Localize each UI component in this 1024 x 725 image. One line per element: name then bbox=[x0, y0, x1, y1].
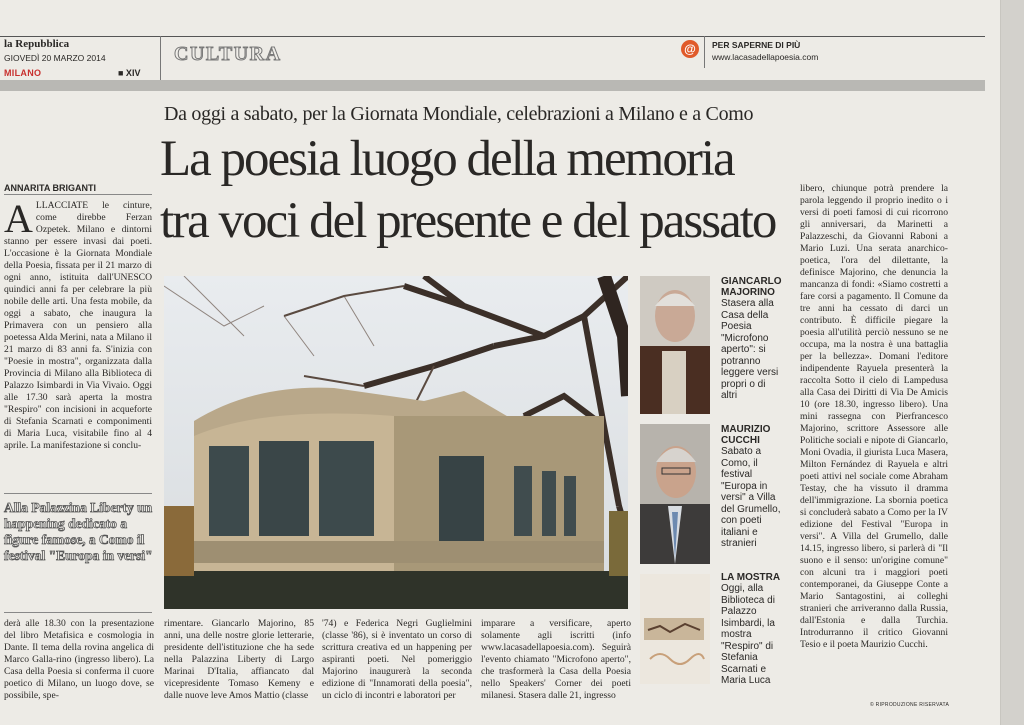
cucchi-portrait bbox=[640, 424, 710, 564]
article-lead-text: LLACCIATE le cinture, come direbbe Ferzan Ozpetek. Milano e dintorni stanno per essere invasi dai poeti. L'occasione è la Giornata Mondiale della Poesia, fissata per il 21 marzo di ogni anno, istituita dall'UNESCO quindici anni fa per celebrare la più nobile delle arti. Una festa mobile, da oggi a sabato, che inaugura la Primavera con un pensiero alla poetessa Alda Merini, nata a Milano il 21 marzo di 83 anni fa. S'inizia con "Poesie in mostra", organizzata dalla Provincia di Milano alla Biblioteca di Palazzo Isimbardi in Via Vivaio. Oggi alle 17.30 sarà aperta la mostra "Respiro" con incisioni in acqueforte di Stefania Scarnati e componimenti di Maria Luca, visitabile fino al 4 aprile. La manifestazione si conclu- bbox=[4, 200, 152, 451]
villa-photo bbox=[164, 276, 628, 609]
caption-cucchi bbox=[721, 424, 783, 550]
pull-quote-rule-top bbox=[4, 493, 152, 494]
caption-body: Sabato a Como, il festival "Europa in versi" a Villa del Grumello, con poeti italiani e stranieri bbox=[721, 446, 781, 549]
byline-rule bbox=[4, 194, 152, 195]
newspaper-brand: la Repubblica bbox=[4, 38, 70, 50]
info-divider bbox=[704, 36, 705, 68]
caption-majorino bbox=[721, 276, 783, 402]
article-right-column: libero, chiunque potrà prendere la parola leggendo il proprio inedito o i versi di poeti famosi di cui ricorrono gli anniversari, da Marinetti a Palazzeschi, da Giovanni Raboni a Mario Luzi. Una serata anarchico-poetica, l'ora del dilettante, la definisce Majorino, che denuncia la mancanza di fondi: «Siamo costretti a fare corsi a pagamento. Il Comune da tre anni ha cessato di darci un contributo. È difficile piegare la poesia all'utilità perciò nessuno se ne occupa, ma la nostra è una battaglia per la bellezza». Domani l'editore indipendente Rayuela presenterà la raccolta Sotto il cielo di Lampedusa alla Casa dei Diritti di Via De Amicis 10 (ore 18.30, ingresso libero). Una mini rassegna con Pierfrancesco Majorino, scrittore Assessore alle Politiche sociali e nipote di Giancarlo, Moni Ovadia, il giurista Luca Masera, Milton Fernández di Rayuela e altri poeti attivi nel sociale come Abraham Testay, che ha vissuto il dramma dell'immigrazione. La sbornia poetica si concluderà sabato a Como per la IV edizione del Festival "Europa in versi". A Villa del Grumello, dalle 14.15, ingresso libero, si parlerà di "Il suono e il senso: un'origine comune" con alcuni tra i maggiori poeti contemporanei, da Giuseppe Conte a Mario Santagostini, ai colleghi stranieri che arriveranno dalla Russia, dall'Estonia e dalla Turchia. Introdurranno il critico Giovanni Tesio e il poeta Maurizio Cucchi. bbox=[800, 183, 948, 650]
headline-line-1: La poesia luogo della memoria bbox=[160, 131, 734, 187]
article-bottom-col-4: imparare a versificare, aperto solamente agli iscritti (info www.lacasadellapoesia.com). Seguirà l'evento chiamato "Microfono aperto", che trasformerà la Casa della Poesia nello Speakers' Corner dei poeti milanesi. Stasera dalle 21, ingresso bbox=[481, 618, 631, 701]
info-title: PER SAPERNE DI PIÙ bbox=[712, 40, 801, 50]
page-edge bbox=[1000, 0, 1024, 725]
article-bottom-col-2: rimentare. Giancarlo Majorino, 85 anni, una delle nostre glorie letterarie, presidente dell'istituzione che ha sede nella Palazzina Liberty di Largo Marinai D'Italia, affiancato dal vicepresidente Tomaso Kemeny e dalle nuove leve Amos Mattio (classe bbox=[164, 618, 314, 701]
caption-body: Oggi, alla Biblioteca di Palazzo Isimbardi, la mostra "Respiro" di Stefania Scarnati e Maria Luca bbox=[721, 583, 775, 686]
caption-exhibition bbox=[721, 572, 783, 687]
caption-title: MAURIZIO CUCCHI bbox=[721, 424, 771, 446]
city-edition: MILANO bbox=[4, 68, 42, 78]
issue-date: GIOVEDÌ 20 MARZO 2014 bbox=[4, 53, 106, 63]
pull-quote-rule-bottom bbox=[4, 612, 152, 613]
section-band bbox=[0, 80, 985, 91]
masthead-rule bbox=[0, 36, 985, 37]
section-title: CULTURA bbox=[174, 43, 282, 65]
byline: ANNARITA BRIGANTI bbox=[4, 183, 96, 193]
headline-line-2: tra voci del presente e del passato bbox=[160, 193, 776, 249]
pull-quote: Alla Palazzina Liberty un happening dedicato a figure famose, a Como il festival "Europa in versi" bbox=[4, 500, 153, 563]
caption-body: Stasera alla Casa della Poesia "Microfono aperto": si potranno leggere versi propri o di altri bbox=[721, 298, 779, 401]
dropcap: A bbox=[4, 200, 33, 241]
article-column-1 bbox=[4, 200, 152, 484]
caption-title: LA MOSTRA bbox=[721, 572, 781, 583]
at-icon: @ bbox=[681, 40, 699, 58]
article-bottom-col-1: derà alle 18.30 con la presentazione del libro Metafisica e cosmologia in Dante. Il tema della rovina angelica di Marco Galla-rino (ingresso libero). La Casa della Poesia si conferma il cuore poetico di Milano, un luogo dove, se possibile, spe- bbox=[4, 618, 154, 701]
copyright-note: © RIPRODUZIONE RISERVATA bbox=[870, 702, 950, 708]
masthead-divider bbox=[160, 36, 161, 80]
article-bottom-col-3: '74) e Federica Negri Guglielmini (classe '86), si è inventato un corso di scrittura creativa ed un happening per aspiranti poeti. Nel pomeriggio Majorino inaugurerà la seconda edizione di "Innamorati della poesia", un ciclo di incontri e laboratori per bbox=[322, 618, 472, 701]
majorino-portrait bbox=[640, 276, 710, 414]
info-url: www.lacasadellapoesia.com bbox=[712, 52, 819, 62]
exhibition-artwork bbox=[640, 574, 710, 684]
caption-title: GIANCARLO MAJORINO bbox=[721, 276, 782, 298]
kicker: Da oggi a sabato, per la Giornata Mondiale, celebrazioni a Milano e a Como bbox=[164, 103, 754, 125]
page-number: ■ XIV bbox=[118, 68, 141, 78]
